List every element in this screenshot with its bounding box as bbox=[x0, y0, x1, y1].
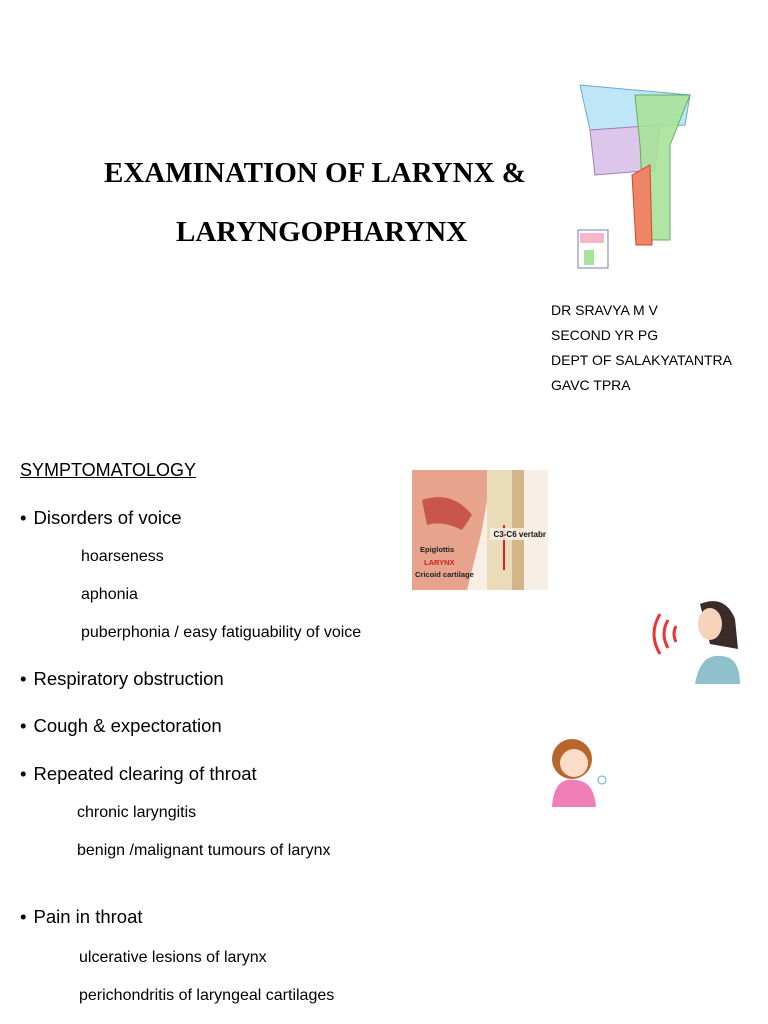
sub-hoarseness: hoarseness bbox=[81, 548, 164, 565]
sub-ulcerative-lesions: ulcerative lesions of larynx bbox=[79, 949, 267, 966]
slide-title-line-2: LARYNGOPHARYNX bbox=[176, 216, 468, 248]
section-heading: SYMPTOMATOLOGY bbox=[20, 460, 197, 480]
sub-aphonia: aphonia bbox=[81, 586, 138, 603]
slide-title-line-1: EXAMINATION OF LARYNX & bbox=[104, 157, 526, 189]
author-dept: DEPT OF SALAKYATANTRA bbox=[551, 352, 733, 368]
author-college: GAVC TPRA bbox=[551, 377, 631, 393]
pharynx-diagram-image bbox=[570, 75, 710, 275]
bullet-respiratory-obstruction: • Respiratory obstruction bbox=[20, 668, 224, 690]
bullet-cough-expectoration: • Cough & expectoration bbox=[20, 715, 222, 737]
sub-tumours: benign /malignant tumours of larynx bbox=[77, 842, 331, 859]
sub-chronic-laryngitis: chronic laryngitis bbox=[77, 804, 197, 821]
child-coughing-image bbox=[544, 735, 609, 810]
label-epiglottis: Epiglottis bbox=[420, 545, 455, 554]
bullet-repeated-clearing: • Repeated clearing of throat bbox=[20, 763, 257, 785]
sub-puberphonia: puberphonia / easy fatiguability of voice bbox=[81, 624, 362, 641]
author-year: SECOND YR PG bbox=[551, 327, 659, 343]
label-larynx: LARYNX bbox=[424, 558, 455, 567]
sub-perichondritis: perichondritis of laryngeal cartilages bbox=[79, 987, 335, 1004]
woman-hoarse-voice-image bbox=[640, 594, 745, 686]
label-vertebrae: C3-C6 vertabr bbox=[493, 530, 546, 539]
label-cricoid: Cricoid cartilage bbox=[415, 570, 474, 579]
bullet-pain-in-throat: • Pain in throat bbox=[20, 906, 143, 928]
neck-anatomy-image bbox=[412, 470, 548, 590]
author-name: DR SRAVYA M V bbox=[551, 302, 658, 318]
bullet-disorders-of-voice: • Disorders of voice bbox=[20, 507, 182, 529]
